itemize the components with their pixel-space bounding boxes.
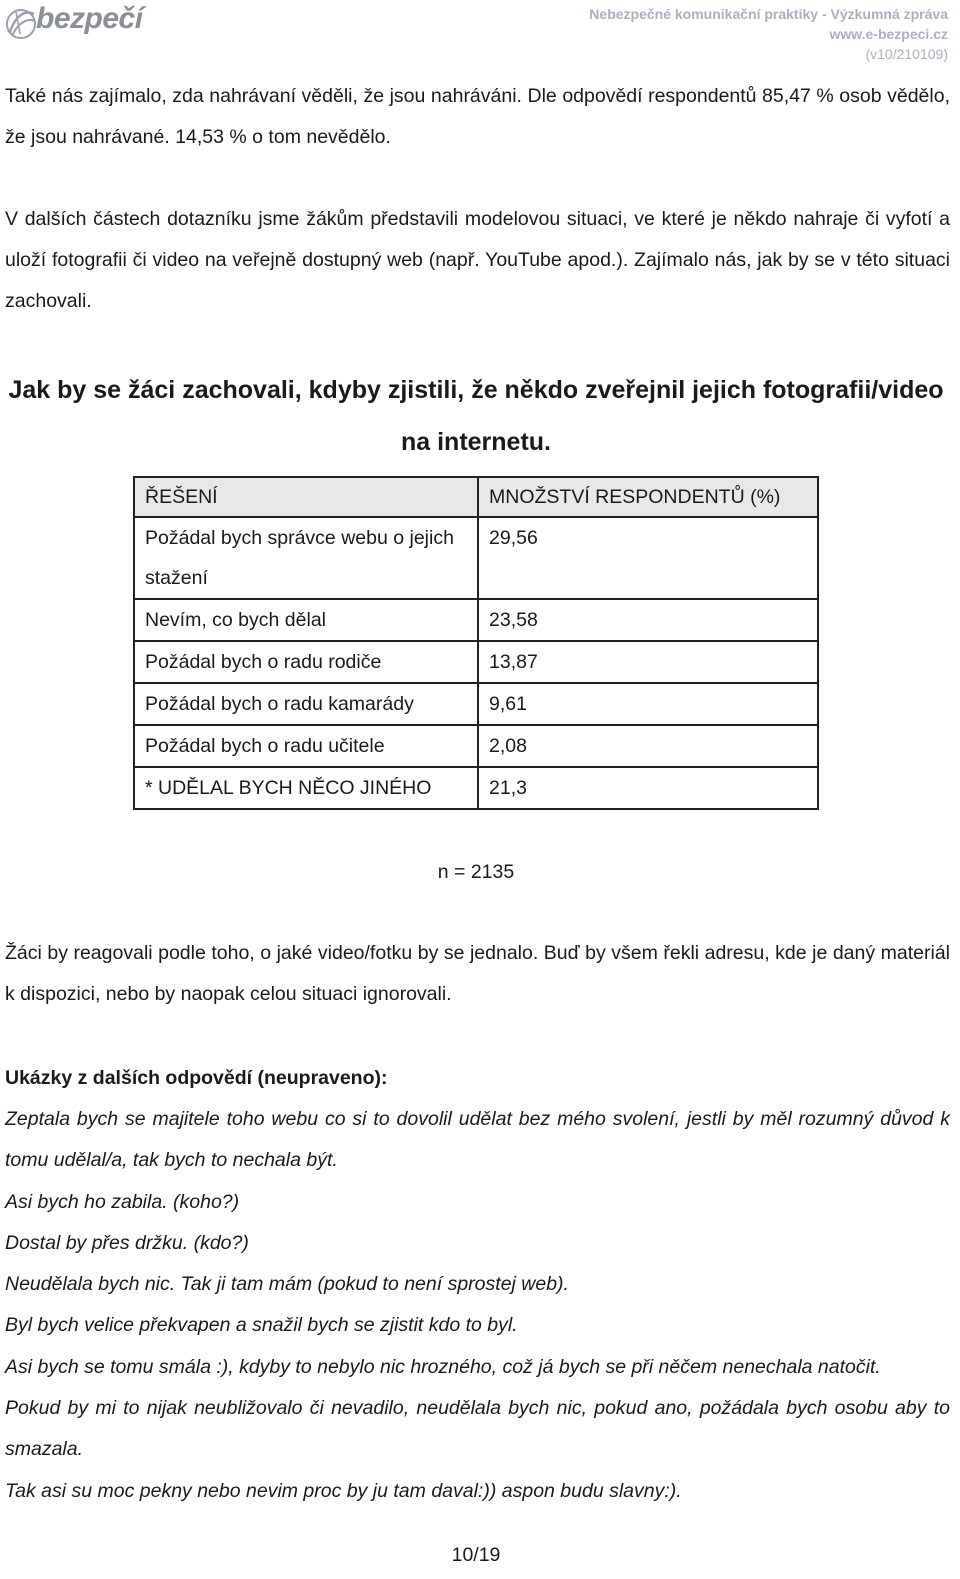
quotes-heading: Ukázky z dalších odpovědí (neupraveno):: [5, 1067, 388, 1089]
bezpeci-logo: [4, 2, 164, 42]
report-title: Nebezpečné komunikační praktiky - Výzkumná zpráva: [589, 6, 948, 22]
table-row: [134, 517, 818, 599]
sample-size: n = 2135: [437, 861, 515, 883]
header-respondents: MNOŽSTVÍ RESPONDENTŮ (%): [478, 477, 818, 517]
logo-text: bezpečí: [36, 2, 143, 35]
header-info: [589, 4, 948, 64]
quote-item: Pokud by mi to nijak neubližovalo či nevadilo, neudělala bych nic, pokud ano, požádala bych osobu aby to smazala.: [5, 1397, 950, 1461]
page-number: 10/19: [451, 1544, 501, 1566]
row-value: 2,08: [478, 725, 818, 767]
table-row: [134, 767, 818, 809]
table-row: [134, 641, 818, 683]
row-label: Nevím, co bych dělal: [134, 599, 478, 641]
row-value: 23,58: [478, 599, 818, 641]
logo-swirl-icon: [4, 4, 38, 44]
row-label: Požádal bych o radu kamarády: [134, 683, 478, 725]
quote-item: Tak asi su moc pekny nebo nevim proc by ju tam daval:)) aspon budu slavny:).: [5, 1479, 682, 1502]
website-link[interactable]: www.e-bezpeci.cz: [829, 26, 948, 42]
version-label: (v10/210109): [865, 46, 948, 62]
quotes-list: [5, 1099, 950, 1512]
row-label: Požádal bych správce webu o jejich stažení: [134, 517, 478, 599]
row-label: Požádal bych o radu učitele: [134, 725, 478, 767]
header-solution: ŘEŠENÍ: [134, 477, 478, 517]
quote-item: Asi bych ho zabila. (koho?): [5, 1190, 240, 1213]
row-label: Požádal bych o radu rodiče: [134, 641, 478, 683]
paragraph-recording: Také nás zajímalo, zda nahrávaní věděli, že jsou nahráváni. Dle odpovědí respondentů 85,47 % osob věděl​o, že jsou nahrávané. 14,53 % o tom nevědělo.: [5, 85, 950, 148]
quote-item: Dostal by přes držku. (kdo?): [5, 1231, 249, 1254]
table-row: [134, 683, 818, 725]
quote-item: Zeptala bych se majitele toho webu co si to dovolil udělat bez mého svolení, jestli by měl rozumný důvod k tomu udělal/a, tak bych to nechala být.: [5, 1108, 950, 1172]
table-row: [134, 725, 818, 767]
page-header: [0, 0, 960, 60]
results-table: [133, 476, 819, 810]
row-label: * UDĚLAL BYCH NĚCO JINÉHO: [134, 767, 478, 809]
table-header-row: [134, 477, 818, 517]
row-value: 13,87: [478, 641, 818, 683]
quote-item: Asi bych se tomu smála :), kdyby to nebylo nic hrozného, což já bych se při něčem nenechala natočit.: [5, 1355, 881, 1378]
row-value: 29,56: [478, 517, 818, 599]
table-row: [134, 599, 818, 641]
section-title: Jak by se žáci zachovali, kdyby zjistili, že někdo zveřejnil jejich fotografii/video na internetu.: [8, 376, 944, 456]
row-value: 9,61: [478, 683, 818, 725]
quote-item: Neudělala bych nic. Tak ji tam mám (pokud to není sprostej web).: [5, 1273, 569, 1296]
paragraph-model-situation: V dalších částech dotazníku jsme žákům představili modelovou situaci, ve které je někdo nahraje či vyfotí a uloží fotografii či video na veřejně dostupný web (např. YouTube apod.). Zajímalo nás, jak by se v této situaci zachovali.: [5, 208, 950, 312]
row-value: 21,3: [478, 767, 818, 809]
paragraph-conclusion: Žáci by reagovali podle toho, o jaké video/fotku by se jednalo. Buď by všem řekli adresu, kde je daný materiál k dispozici, nebo by naopak celou situaci ignorovali.: [5, 942, 950, 1005]
quote-item: Byl bych velice překvapen a snažil bych se zjistit kdo to byl.: [5, 1314, 518, 1337]
